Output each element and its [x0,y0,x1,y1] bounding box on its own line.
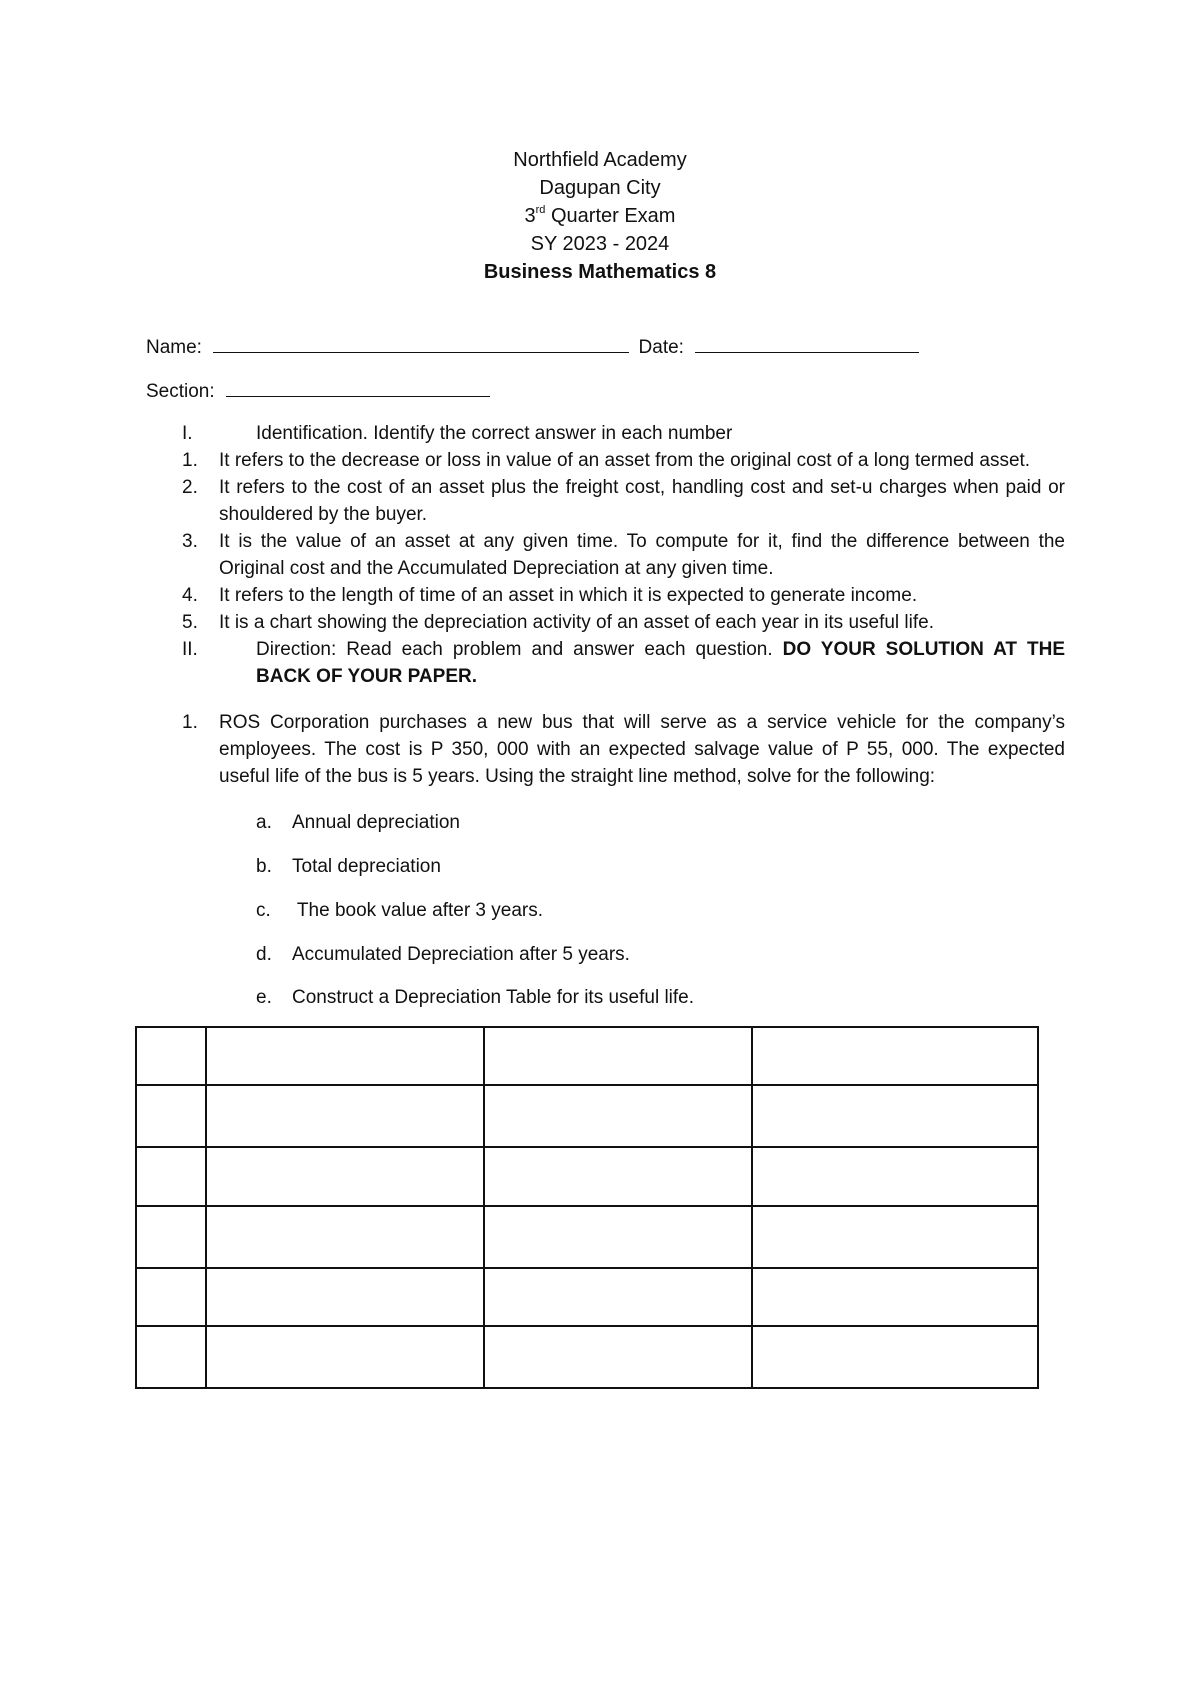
part-1-title: Identification. Identify the correct answer in each number [256,423,733,444]
sub-text: Accumulated Depreciation after 5 years. [292,944,630,965]
quarter-number: 3 [524,205,536,227]
table-cell[interactable] [752,1027,1038,1085]
table-cell[interactable] [484,1027,752,1085]
table-cell[interactable] [752,1206,1038,1268]
table-row [136,1206,1038,1268]
table-cell[interactable] [136,1027,206,1085]
date-blank[interactable] [695,334,919,353]
sub-text: Annual depreciation [292,812,460,833]
sub-letter: a. [256,812,272,833]
table-cell[interactable] [136,1268,206,1326]
item-text: It refers to the length of time of an asset in which it is expected to generate income. [219,585,918,606]
quarter-rest: Quarter Exam [545,205,676,227]
item-number: 4. [182,585,198,606]
quarter-suffix: rd [535,204,546,217]
item-text: It refers to the decrease or loss in value of an asset from the original cost of a long termed asset. [219,450,1031,471]
table-cell[interactable] [136,1147,206,1206]
table-cell[interactable] [136,1326,206,1388]
sub-text: Total depreciation [292,856,441,877]
city-name: Dagupan City [539,177,661,199]
item-text: It is the value of an asset at any given time. To compute for it, find the difference between the Original cost and the Accumulated Depreciation at any given time. [219,531,1065,579]
table-cell[interactable] [136,1085,206,1147]
table-cell[interactable] [206,1326,484,1388]
table-cell[interactable] [484,1147,752,1206]
table-cell[interactable] [206,1027,484,1085]
item-text: It refers to the cost of an asset plus the freight cost, handling cost and set-u charges when paid or shouldered by the buyer. [219,477,1065,525]
depreciation-table [135,1026,1039,1389]
table-cell[interactable] [136,1206,206,1268]
section-blank[interactable] [226,378,490,397]
table-cell[interactable] [752,1326,1038,1388]
table-cell[interactable] [206,1268,484,1326]
table-row [136,1326,1038,1388]
table-cell[interactable] [206,1147,484,1206]
exam-header [0,146,1200,286]
table-row [136,1268,1038,1326]
section-label: Section: [146,381,215,402]
name-label: Name: [146,337,202,358]
table-cell[interactable] [206,1085,484,1147]
table-cell[interactable] [752,1268,1038,1326]
table-cell[interactable] [484,1268,752,1326]
school-name: Northfield Academy [513,149,687,171]
subject-title: Business Mathematics 8 [483,261,717,283]
table-cell[interactable] [484,1326,752,1388]
direction-text: Direction: Read each problem and answer each question. [256,639,773,660]
sub-letter: b. [256,856,272,877]
table-cell[interactable] [752,1085,1038,1147]
table-row [136,1147,1038,1206]
part-1-numeral: I. [182,423,193,444]
direction-emphasis: DO YOUR SOLUTION AT THE BACK OF YOUR PAPER. [256,639,1065,687]
problem-text: ROS Corporation purchases a new bus that will serve as a service vehicle for the company’s employees. The cost is P 350, 000 with an expected salvage value of P 55, 000. The expected useful life of the bus is 5 years. Using the straight line method, solve for the following: [219,712,1065,787]
exam-title [0,202,1200,230]
problem-number: 1. [182,712,198,733]
sub-text: Construct a Depreciation Table for its useful life. [292,987,695,1008]
table-row [136,1085,1038,1147]
table-row [136,1027,1038,1085]
item-number: 3. [182,531,198,552]
item-text: It is a chart showing the depreciation activity of an asset of each year in its useful life. [219,612,934,633]
table-cell[interactable] [752,1147,1038,1206]
table-cell[interactable] [206,1206,484,1268]
sub-text: The book value after 3 years. [292,900,544,921]
table-cell[interactable] [484,1206,752,1268]
item-number: 2. [182,477,198,498]
part-2-direction [256,636,1065,690]
sub-letter: c. [256,900,271,921]
sub-letter: e. [256,987,272,1008]
section-row [146,378,490,403]
name-blank[interactable] [213,334,629,353]
item-number: 5. [182,612,198,633]
school-year: SY 2023 - 2024 [530,233,670,255]
table-cell[interactable] [484,1085,752,1147]
item-number: 1. [182,450,198,471]
sub-letter: d. [256,944,272,965]
name-date-row [146,334,919,359]
date-label: Date: [638,337,684,358]
part-2-numeral: II. [182,639,198,660]
